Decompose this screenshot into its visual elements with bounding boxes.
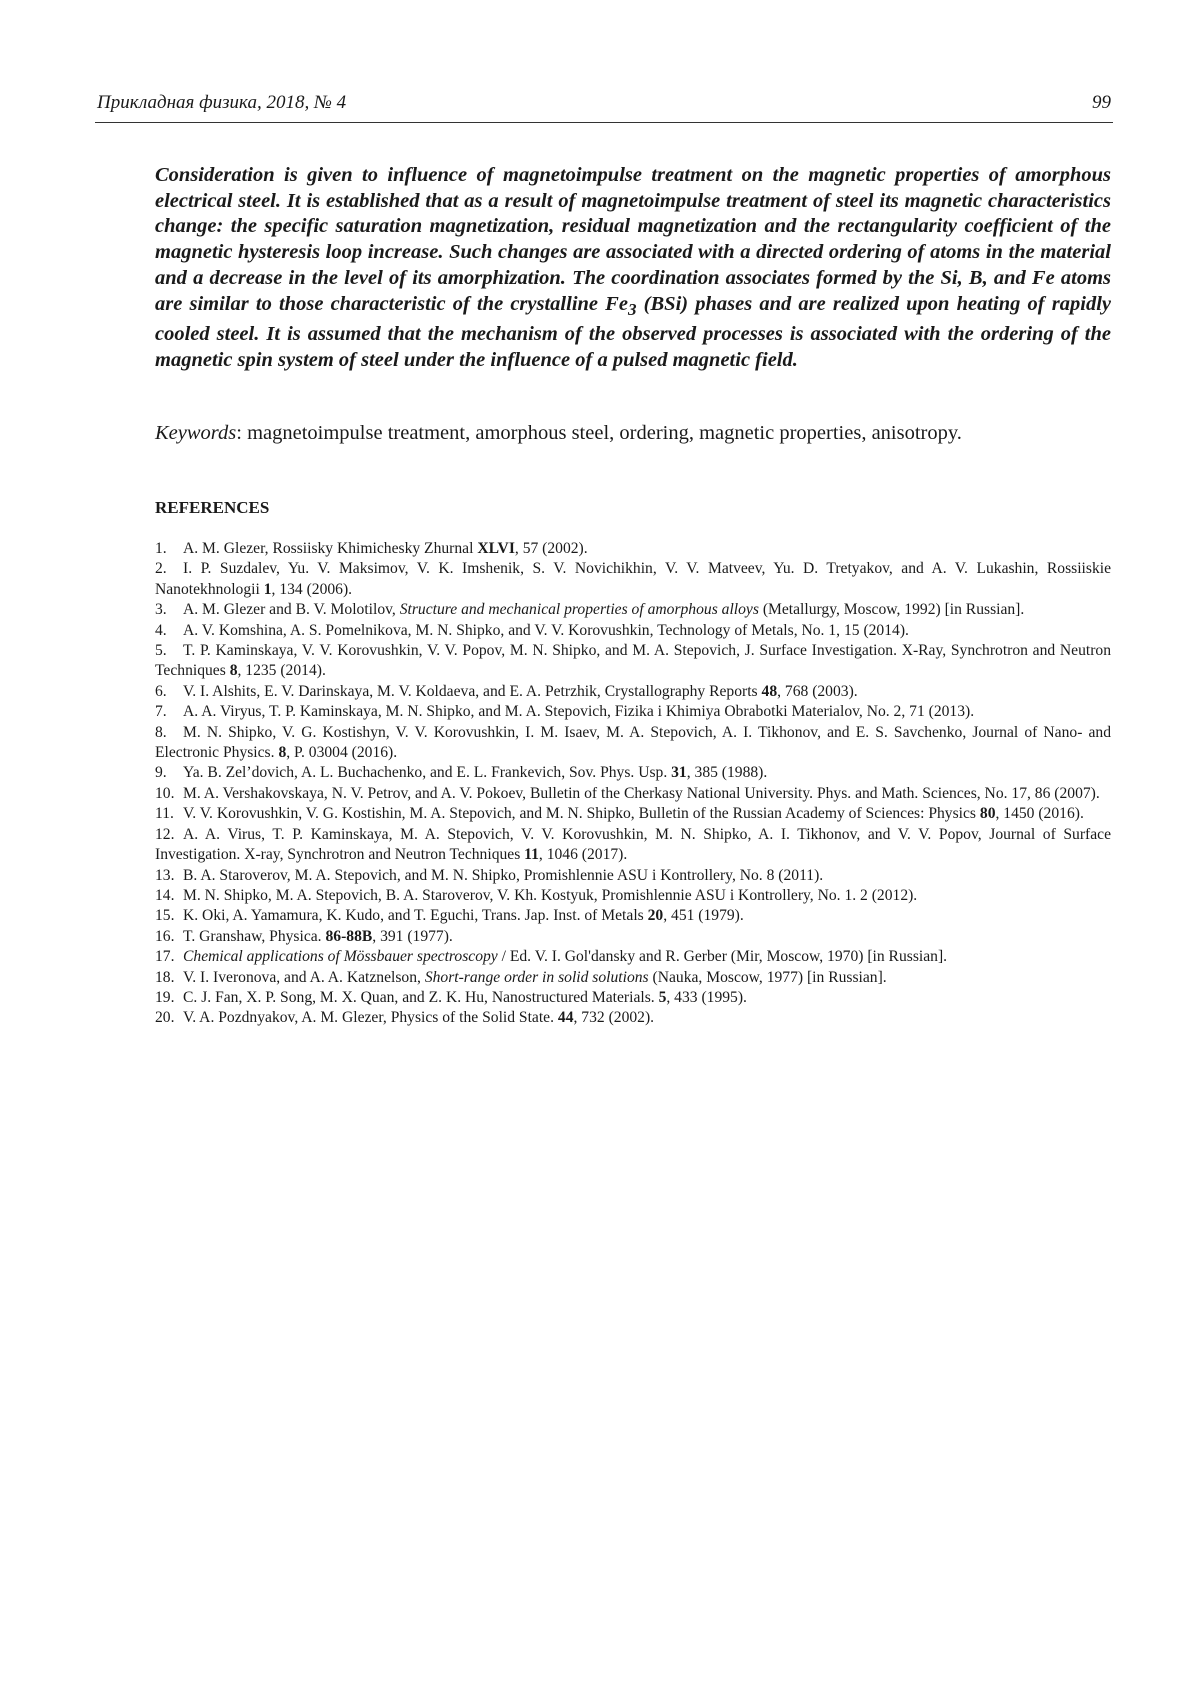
reference-item [155,702,1111,722]
abstract-text-continued: (BSi) phases and are realized upon heating of rapidly cooled steel. It is assumed that the mechanism of the observed processes is associated with the ordering of the magnetic spin system of steel under the influence of a pulsed magnetic field. [155,293,1111,372]
reference-text: / Ed. V. I. Gol'dansky and R. Gerber (Mir, Moscow, 1970) [in Russian]. [498,948,947,965]
reference-text: , P. 03004 (2016). [286,744,397,761]
references-title: REFERENCES [155,498,269,518]
reference-number: 3. [155,600,183,620]
reference-number: 4. [155,621,183,641]
reference-number: 20. [155,1008,183,1028]
reference-text: 11 [524,846,539,863]
reference-text: , 1235 (2014). [237,662,325,679]
abstract-subscript: 3 [628,300,637,319]
reference-item [155,600,1111,620]
reference-text: Chemical applications of Mössbauer spectroscopy [183,948,498,965]
reference-item [155,906,1111,926]
running-header [95,92,1113,123]
page-number: 99 [1092,92,1111,114]
reference-number: 8. [155,723,183,743]
reference-text: Short-range order in solid solutions [425,969,649,986]
reference-text: XLVI [477,540,515,557]
reference-item [155,988,1111,1008]
reference-text: M. A. Vershakovskaya, N. V. Petrov, and A. V. Pokoev, Bulletin of the Cherkasy National University. Phys. and Math. Sciences, No. 17, 86 (2007). [183,785,1100,802]
reference-text: Structure and mechanical properties of amorphous alloys [400,601,759,618]
reference-text: , 732 (2002). [574,1009,655,1026]
reference-text: , 451 (1979). [663,907,744,924]
reference-text: C. J. Fan, X. P. Song, M. X. Quan, and Z. K. Hu, Nanostructured Materials. [183,989,659,1006]
reference-text: K. Oki, A. Yamamura, K. Kudo, and T. Eguchi, Trans. Jap. Inst. of Metals [183,907,648,924]
reference-number: 5. [155,641,183,661]
reference-number: 11. [155,804,183,824]
reference-text: T. Granshaw, Physica. [183,928,325,945]
reference-number: 14. [155,886,183,906]
reference-text: , 768 (2003). [777,683,858,700]
reference-text: , 134 (2006). [272,581,353,598]
reference-text: , 433 (1995). [666,989,747,1006]
reference-item [155,968,1111,988]
reference-text: A. A. Viryus, T. P. Kaminskaya, M. N. Shipko, and M. A. Stepovich, Fizika i Khimiya Obrabotki Materialov, No. 2, 71 (2013). [183,703,974,720]
reference-number: 17. [155,947,183,967]
reference-text: 48 [762,683,778,700]
reference-text: V. V. Korovushkin, V. G. Kostishin, M. A. Stepovich, and M. N. Shipko, Bulletin of the Russian Academy of Sciences: Physics [183,805,980,822]
reference-text: , 1450 (2016). [995,805,1083,822]
reference-text: I. P. Suzdalev, Yu. V. Maksimov, V. K. Imshenik, S. V. Novichikhin, V. V. Matveev, Yu. D. Tretyakov, and A. V. Lukashin, Rossiiskie Nanotekhnologii [155,560,1111,597]
reference-text: 8 [230,662,238,679]
reference-number: 15. [155,906,183,926]
reference-text: A. M. Glezer and B. V. Molotilov, [183,601,400,618]
reference-text: B. A. Staroverov, M. A. Stepovich, and M. N. Shipko, Promishlennie ASU i Kontrollery, No. 8 (2011). [183,867,823,884]
reference-number: 10. [155,784,183,804]
reference-text: V. I. Iveronova, and A. A. Katznelson, [183,969,425,986]
reference-text: 5 [659,989,667,1006]
reference-item [155,825,1111,866]
reference-item [155,723,1111,764]
reference-item [155,1008,1111,1028]
reference-text: A. M. Glezer, Rossiisky Khimichesky Zhurnal [183,540,477,557]
keywords [155,420,1111,446]
reference-text: 86-88B [325,928,372,945]
reference-item [155,559,1111,600]
reference-number: 18. [155,968,183,988]
reference-text: , 1046 (2017). [539,846,627,863]
reference-number: 13. [155,866,183,886]
reference-number: 7. [155,702,183,722]
reference-item [155,804,1111,824]
reference-item [155,621,1111,641]
reference-text: A. A. Virus, T. P. Kaminskaya, M. A. Stepovich, V. V. Korovushkin, M. N. Shipko, A. I. Tikhonov, and V. V. Popov, Journal of Surface Investigation. X-ray, Synchrotron and Neutron Techniques [155,826,1111,863]
references-list [155,539,1111,1029]
reference-item [155,641,1111,682]
reference-text: , 57 (2002). [515,540,588,557]
reference-text: Ya. B. Zel’dovich, A. L. Buchachenko, and E. L. Frankevich, Sov. Phys. Usp. [183,764,671,781]
reference-text: 31 [671,764,687,781]
reference-text: 20 [648,907,664,924]
reference-text: M. N. Shipko, M. A. Stepovich, B. A. Staroverov, V. Kh. Kostyuk, Promishlennie ASU i Kontrollery, No. 1. 2 (2012). [183,887,917,904]
reference-item [155,947,1111,967]
reference-number: 12. [155,825,183,845]
reference-number: 6. [155,682,183,702]
reference-item [155,539,1111,559]
reference-item [155,763,1111,783]
reference-number: 2. [155,559,183,579]
reference-text: 1 [264,581,272,598]
reference-text: , 391 (1977). [372,928,453,945]
reference-text: 8 [278,744,286,761]
reference-item [155,682,1111,702]
abstract [155,163,1111,374]
reference-text: 80 [980,805,996,822]
reference-number: 9. [155,763,183,783]
reference-text: V. I. Alshits, E. V. Darinskaya, M. V. Koldaeva, and E. A. Petrzhik, Crystallography Reports [183,683,762,700]
reference-text: (Metallurgy, Moscow, 1992) [in Russian]. [759,601,1024,618]
reference-text: , 385 (1988). [687,764,768,781]
reference-item [155,784,1111,804]
reference-number: 16. [155,927,183,947]
keywords-label: Keywords [155,422,236,444]
reference-text: M. N. Shipko, V. G. Kostishyn, V. V. Korovushkin, I. M. Isaev, M. A. Stepovich, A. I. Tikhonov, and E. S. Savchenko, Journal of Nano- and Electronic Physics. [155,724,1111,761]
reference-text: 44 [558,1009,574,1026]
keywords-text: : magnetoimpulse treatment, amorphous steel, ordering, magnetic properties, anisotropy. [236,422,962,444]
reference-text: (Nauka, Moscow, 1977) [in Russian]. [649,969,887,986]
abstract-text: Consideration is given to influence of magnetoimpulse treatment on the magnetic properties of amorphous electrical steel. It is established that as a result of magnetoimpulse treatment of steel its magnetic characteristics change: the specific saturation magnetization, residual magnetization and the rectangularity coefficient of the magnetic hysteresis loop increase. Such changes are associated with a directed ordering of atoms in the material and a decrease in the level of its amorphization. The coordination associates formed by the Si, B, and Fe atoms are similar to those characteristic of the crystalline Fe [155,164,1111,315]
reference-text: V. A. Pozdnyakov, A. M. Glezer, Physics of the Solid State. [183,1009,558,1026]
reference-number: 1. [155,539,183,559]
reference-number: 19. [155,988,183,1008]
reference-item [155,927,1111,947]
journal-title: Прикладная физика, 2018, № 4 [97,92,346,114]
reference-text: T. P. Kaminskaya, V. V. Korovushkin, V. V. Popov, M. N. Shipko, and M. A. Stepovich, J. Surface Investigation. X-Ray, Synchrotron and Neutron Techniques [155,642,1111,679]
reference-text: A. V. Komshina, A. S. Pomelnikova, M. N. Shipko, and V. V. Korovushkin, Technology of Metals, No. 1, 15 (2014). [183,622,909,639]
reference-item [155,866,1111,886]
reference-item [155,886,1111,906]
